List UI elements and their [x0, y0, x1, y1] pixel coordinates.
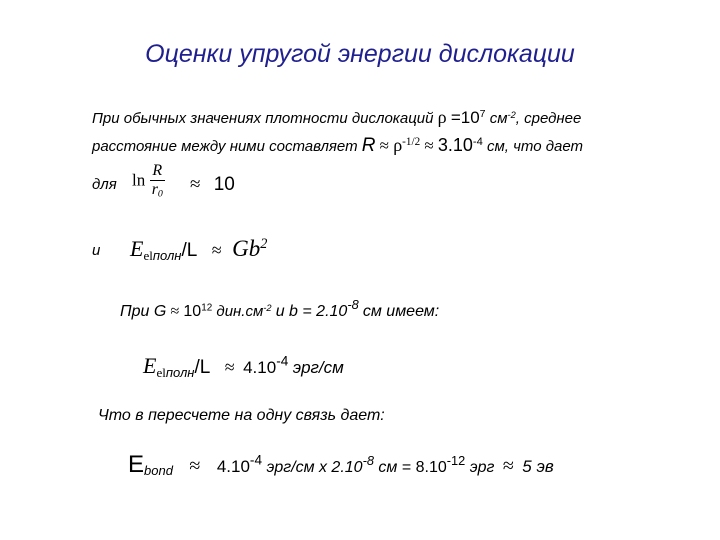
rho-power: $\rho^{-1/2}$	[393, 135, 421, 155]
bond-line	[128, 451, 554, 479]
and-label: и	[92, 242, 101, 259]
given-prefix: При G	[120, 303, 167, 320]
ln-formula	[132, 162, 165, 199]
distance-value: $3.10^{-4}$	[437, 135, 483, 155]
R-symbol: R	[361, 135, 376, 156]
bond-intro: Что в пересчете на одну связь дает:	[98, 407, 385, 424]
E-bond-symbol: Ebond	[128, 451, 173, 478]
E-sub-poln: полн	[152, 248, 182, 263]
bond-erg: эрг	[469, 459, 495, 476]
approx-symbol-2: ≈	[424, 136, 434, 155]
bond-mid: эрг/см х $2.10^{-8}$	[266, 452, 374, 476]
para1-line1	[92, 107, 581, 128]
result-line	[143, 353, 344, 381]
page-title: Оценки упругой энергии дислокации	[145, 40, 575, 68]
Gb-squared: Gb$^2$	[232, 236, 268, 261]
para1-line1-text: При обычных значениях плотности дислокаций	[92, 110, 434, 127]
para1-line2	[92, 135, 583, 157]
ratio-fraction	[150, 162, 165, 199]
approx-symbol-7: ≈	[189, 455, 201, 477]
approx-symbol-6: ≈	[224, 357, 235, 377]
E-sub-poln-2: полн	[165, 365, 195, 380]
shear-modulus-value: $10^{12}$	[183, 302, 213, 320]
E-symbol: E	[130, 236, 144, 261]
bond-ev: 5 эв	[522, 457, 554, 476]
for-label: для	[92, 176, 117, 193]
para1-line2-tail: см, что дает	[486, 138, 584, 155]
given-tail: см имеем:	[362, 303, 440, 320]
approx-symbol-5: ≈	[170, 303, 180, 320]
density-value: $=10^7$	[450, 108, 486, 127]
fraction-numerator: R	[150, 162, 165, 181]
approx-symbol-4: ≈	[211, 240, 222, 260]
para1-line2-text: расстояние между ними составляет	[92, 138, 358, 155]
E-sub-el: el	[143, 248, 153, 263]
fraction-denominator: $r_0$	[151, 181, 163, 200]
shear-modulus-unit: $дин.см^{-2}$	[216, 302, 272, 320]
rho-symbol: ρ	[437, 107, 447, 127]
approx-symbol: ≈	[379, 136, 390, 155]
for-result	[190, 174, 235, 196]
bond-val1: $4.10^{-4}$	[216, 452, 263, 476]
E-sub-el-2: el	[156, 365, 166, 380]
given-line	[120, 296, 440, 321]
bond-eq: = $8.10^{-12}$	[401, 452, 466, 476]
burgers-vector: и $b = 2.10^{-8}$	[275, 296, 359, 320]
approx-symbol-8: ≈	[502, 455, 514, 477]
approx-symbol-3: ≈	[190, 174, 201, 195]
result-unit: эрг/см	[292, 358, 344, 377]
ln-symbol: ln	[132, 170, 146, 190]
density-unit: $см^{-2}$	[489, 109, 516, 127]
per-L-2: /L	[194, 357, 211, 378]
energy-per-length-formula	[130, 236, 267, 264]
para1-line1-tail: , среднее	[515, 110, 582, 127]
per-L: /L	[181, 240, 198, 261]
E-symbol-2: E	[143, 353, 157, 378]
bond-cm: см	[378, 459, 398, 476]
result-value: $4.10^{-4}$	[243, 353, 289, 377]
for-value: 10	[213, 174, 235, 195]
